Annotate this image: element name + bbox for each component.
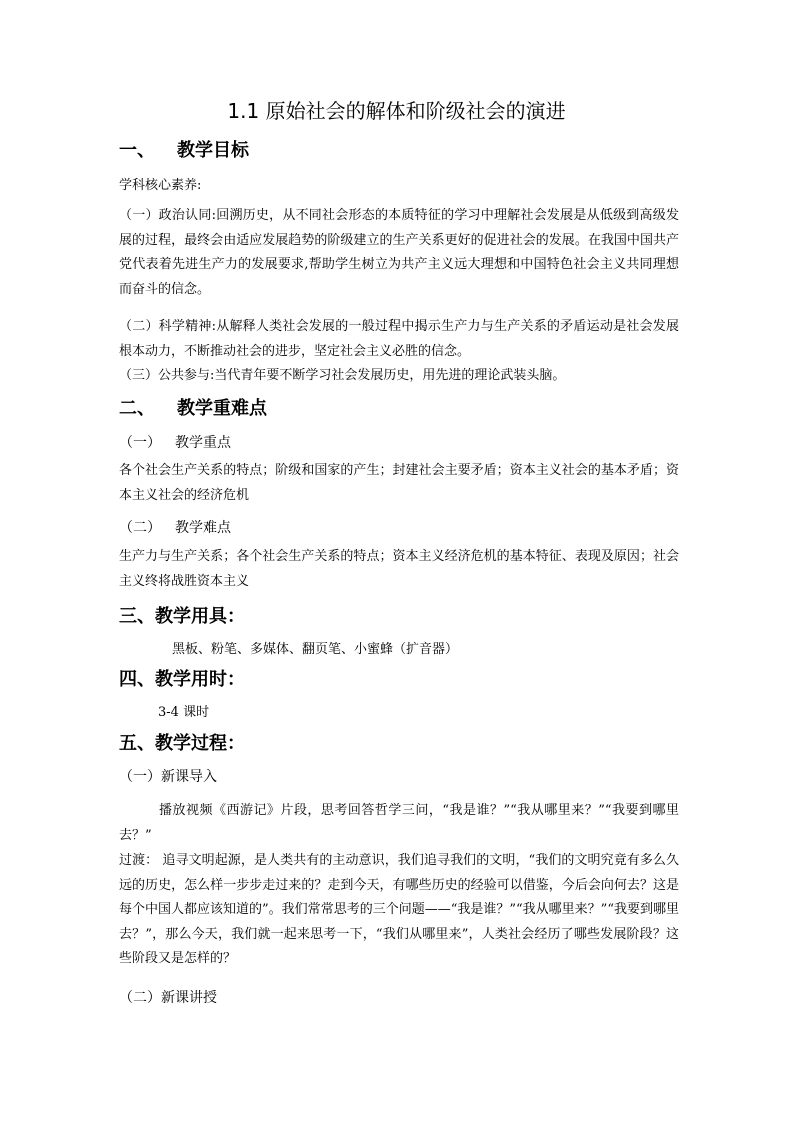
section-heading-tools: 三、教学用具：	[119, 606, 245, 627]
section-number: 二、	[119, 398, 155, 419]
duration-text: 3-4 课时	[158, 705, 210, 720]
section-title: 教学重难点	[177, 398, 267, 419]
process-subheading-lecture: （二）新课讲授	[119, 990, 217, 1006]
section-title: 教学目标	[177, 140, 249, 161]
goals-paragraph-political: （一）政治认同:回溯历史，从不同社会形态的本质特征的学习中理解社会发展是从低级到高级发展的过程，最终会由适应发展趋势的阶级建立的生产关系更好的促进社会的发展。在我国中国共产党代表着先进生产力的发展要求,帮助学生树立为共产主义远大理想和中国特色社会主义共同理想而奋斗的信念。	[119, 208, 679, 297]
goals-intro: 学科核心素养:	[119, 178, 202, 193]
subheading-label: 教学难点	[175, 520, 231, 536]
subheading-number: （一）	[119, 435, 161, 451]
section-heading-goals	[119, 139, 249, 163]
key-points-subheading	[119, 432, 231, 454]
process-paragraph-transition: 过渡： 追寻文明起源，是人类共有的主动意识，我们追寻我们的文明，“我们的文明究竟有多么久远的历史，怎么样一步步走过来的？走到今天，有哪些历史的经验可以借鉴，今后会向何去？这是每个中国人都应该知道的”。我们常常思考的三个问题——“我是谁？”“我从哪里来？”“我要到哪里去？”，那么今天，我们就一起来思考一下，“我们从哪里来”，人类社会经历了哪些发展阶段？这些阶段又是怎样的？	[119, 853, 679, 966]
subheading-label: 教学重点	[175, 435, 231, 451]
section-heading-duration: 四、教学用时：	[119, 669, 245, 690]
difficult-points-text: 生产力与生产关系；各个社会生产关系的特点；资本主义经济危机的基本特征、表现及原因；社会主义终将战胜资本主义	[119, 549, 679, 589]
goals-paragraph-science: （二）科学精神:从解释人类社会发展的一般过程中揭示生产力与生产关系的矛盾运动是社会发展根本动力，不断推动社会的进步，坚定社会主义必胜的信念。	[119, 319, 679, 359]
process-subheading-intro: （一）新课导入	[119, 769, 217, 785]
subheading-number: （二）	[119, 520, 161, 536]
section-heading-process: 五、教学过程：	[119, 733, 245, 754]
process-paragraph-video: 播放视频《西游记》片段，思考回答哲学三问，“我是谁？”“我从哪里来？”“我要到哪里去？”	[119, 803, 679, 843]
difficult-points-subheading	[119, 517, 231, 539]
section-number: 一、	[119, 140, 155, 161]
section-heading-key-points	[119, 397, 267, 421]
page-title: 1.1 原始社会的解体和阶级社会的演进	[227, 99, 566, 123]
tools-text: 黑板、粉笔、多媒体、翻页笔、小蜜蜂（扩音器）	[172, 642, 459, 657]
key-points-text: 各个社会生产关系的特点；阶级和国家的产生；封建社会主要矛盾；资本主义社会的基本矛盾；资本主义社会的经济危机	[119, 463, 679, 503]
goals-paragraph-participation: （三）公共参与:当代青年要不断学习社会发展历史，用先进的理论武装头脑。	[119, 368, 566, 383]
